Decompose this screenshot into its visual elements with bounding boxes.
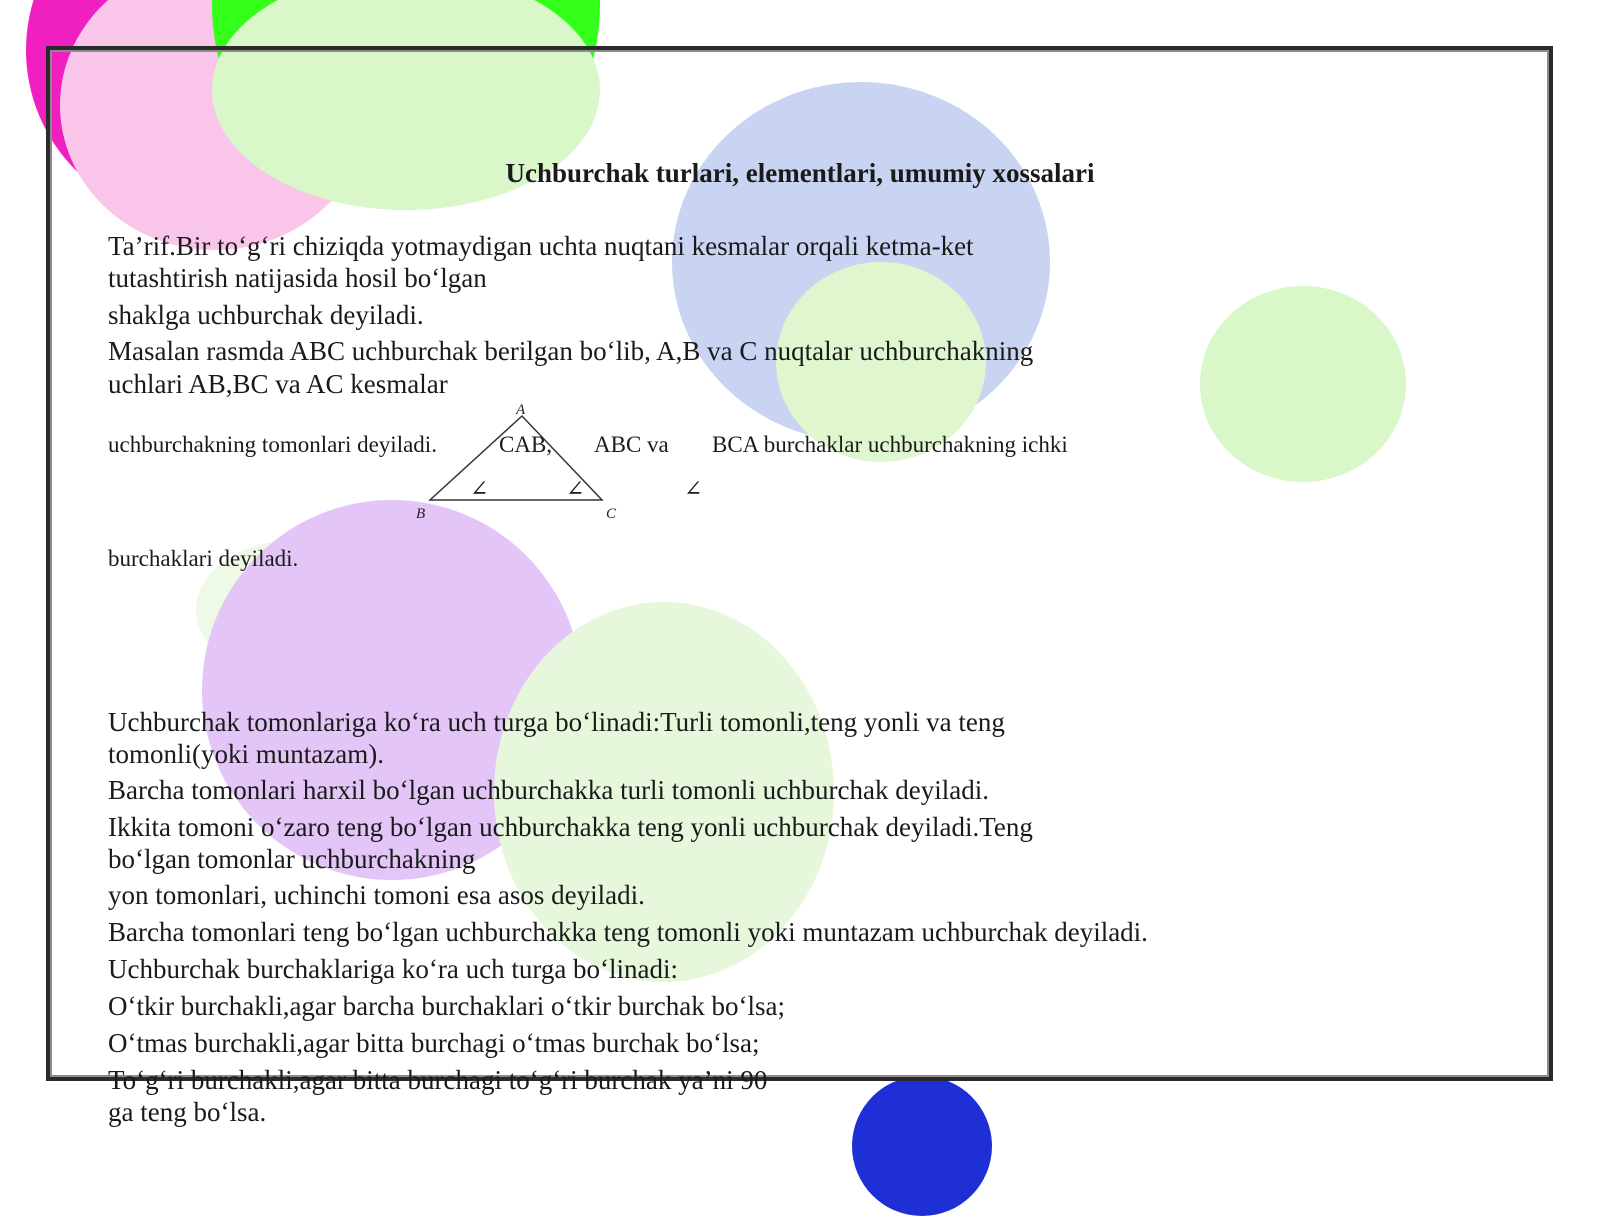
vertex-a-label: A [516, 402, 526, 418]
blue-circle [852, 1076, 992, 1216]
types-by-angles: Uchburchak burchaklariga ko‘ra uch turga bo‘linadi: [108, 954, 679, 984]
sides-text: uchburchakning tomonlari deyiladi. [108, 432, 437, 457]
isosceles-line-1: Ikkita tomoni o‘zaro teng bo‘lgan uchburchakka teng yonli uchburchak deyiladi.Teng [108, 812, 1033, 842]
definition-line-1: Ta’rif.Bir to‘g‘ri chiziqda yotmaydigan uchta nuqtani kesmalar orqali ketma-ket [108, 231, 974, 261]
angle-bca-label: BCA burchaklar uchburchakning ichki [712, 432, 1068, 457]
page-title: Uchburchak turlari, elementlari, umumiy xossalari [505, 158, 1095, 188]
angle-abc-label: ABC va [594, 432, 669, 457]
triangle-figure [410, 400, 620, 525]
scalene-definition: Barcha tomonlari harxil bo‘lgan uchburchakka turli tomonli uchburchak deyiladi. [108, 775, 989, 805]
equilateral-definition: Barcha tomonlari teng bo‘lgan uchburchakka teng tomonli yoki muntazam uchburchak deyiladi. [108, 917, 1148, 947]
angle-symbol-1: ∠ [470, 476, 489, 501]
obtuse-definition: O‘tmas burchakli,agar bitta burchagi o‘tmas burchak bo‘lsa; [108, 1028, 760, 1058]
vertex-b-label: B [416, 506, 426, 522]
example-line-1: Masalan rasmda ABC uchburchak berilgan bo‘lib, A,B va C nuqtalar uchburchakning [108, 336, 1034, 366]
vertex-c-label: C [606, 506, 617, 522]
right-definition-cut: ga teng bo‘lsa. [108, 1097, 267, 1127]
angle-symbol-2: ∠ [566, 476, 585, 501]
angle-symbol-3: ∠ [684, 476, 703, 501]
isosceles-line-2: bo‘lgan tomonlar uchburchakning [108, 844, 476, 874]
definition-line-3: shaklga uchburchak deyiladi. [108, 300, 424, 330]
right-definition: To‘g‘ri burchakli,agar bitta burchagi to‘g‘ri burchak ya’ni 90 [108, 1065, 768, 1095]
types-by-sides-line-1: Uchburchak tomonlariga ko‘ra uch turga bo‘linadi:Turli tomonli,teng yonli va teng [108, 707, 1005, 737]
acute-definition: O‘tkir burchakli,agar barcha burchaklari o‘tkir burchak bo‘lsa; [108, 991, 785, 1021]
isosceles-line-3: yon tomonlari, uchinchi tomoni esa asos deyiladi. [108, 880, 645, 910]
angles-end-text: burchaklari deyiladi. [108, 546, 299, 571]
types-by-sides-line-2: tomonli(yoki muntazam). [108, 739, 384, 769]
example-line-2: uchlari AB,BC va AC kesmalar [108, 369, 448, 399]
angle-cab-label: CAB, [499, 432, 553, 457]
definition-line-2: tutashtirish natijasida hosil bo‘lgan [108, 263, 487, 293]
